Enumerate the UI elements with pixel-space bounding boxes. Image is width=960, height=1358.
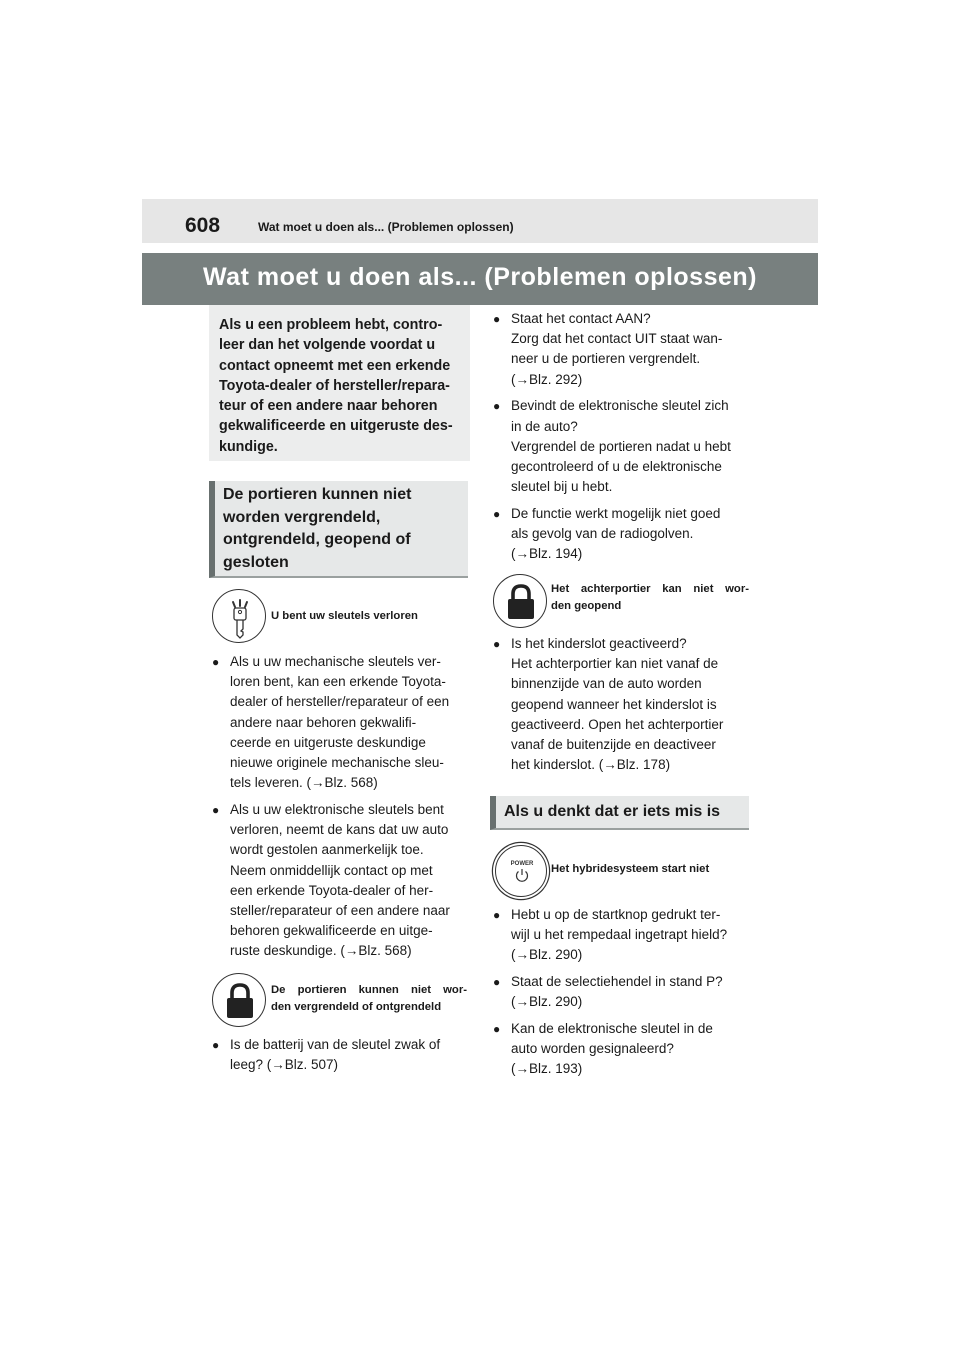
bullets-keys-lost [212,652,474,962]
section-title-something-wrong: Als u denkt dat er iets mis is [504,803,721,820]
key-icon [212,589,266,643]
running-title: Wat moet u doen als... (Problemen oplossen) [258,220,514,234]
list-item: ● Staat het contact AAN? Zorg dat het contact UIT staat wan- neer u de portieren vergrendelt. (→Blz. 292) [493,309,755,390]
lock-icon [212,973,266,1027]
list-item: ● Staat de selectiehendel in stand P? (→Blz. 290) [493,972,755,1012]
lock-icon [493,574,547,628]
caption-back-door: Het achterportier kan niet wor- den geopend [551,583,749,612]
intro-box [209,305,470,461]
caption-hybrid-no-start: Het hybridesysteem start niet [551,863,710,875]
section-title-doors: De portieren kunnen niet worden vergrendeld, ontgrendeld, geopend of gesloten [223,486,412,571]
intro-text: Als u een probleem hebt, contro- leer dan het volgende voordat u contact opneemt met een erkende Toyota-dealer of hersteller/repara- teur of een andere naar behoren gekwalificeerde en uitgeruste des- kundige. [219,317,453,455]
power-button-icon [495,845,547,897]
caption-keys-lost: U bent uw sleutels verloren [271,610,418,622]
list-item: ● Als u uw elektronische sleutels bent verloren, neemt de kans dat uw auto wordt gestolen aanmerkelijk toe. Neem onmiddellijk contact op met een erkende Toyota-dealer of her- steller/reparateur of een andere naar behoren gekwalificeerde en uitge- ruste deskundige. (→Blz. 568) [212,800,474,962]
section-header-doors [209,481,468,578]
list-item: ● Is het kinderslot geactiveerd? Het achterportier kan niet vanaf de binnenzijde van de auto worden geopend wanneer het kinderslot is geactiveerd. Open het achterportier vanaf de buitenzijde en deactiveer het kinderslot. (→Blz. 178) [493,634,755,775]
section-header-something-wrong [490,796,749,830]
list-item: ● Bevindt de elektronische sleutel zich in de auto? Vergrendel de portieren nadat u hebt gecontroleerd of u de elektronische sleutel bij u hebt. [493,396,755,497]
caption-doors-lock: De portieren kunnen niet wor- den vergrendeld of ontgrendeld [271,984,467,1013]
bullets-doors-lock-right [493,309,755,564]
list-item: ● Als u uw mechanische sleutels ver- loren bent, kan een erkende Toyota- dealer of hersteller/reparateur of een andere naar behoren gekwalifi- ceerde en uitgeruste deskundige nieuwe originele mechanische sleu- tels leveren. (→Blz. 568) [212,652,474,793]
list-item: ● Is de batterij van de sleutel zwak of leeg? (→Blz. 507) [212,1035,474,1075]
chapter-title: Wat moet u doen als... (Problemen oplossen) [203,263,757,291]
power-label: POWER [510,861,534,867]
bullets-hybrid-no-start [493,905,755,1080]
chapter-title-bar [142,253,818,305]
list-item: ● Kan de elektronische sleutel in de auto worden gesignaleerd? (→Blz. 193) [493,1019,755,1080]
bullets-back-door [493,634,755,775]
bullets-doors-lock-left [212,1035,474,1075]
page-number: 608 [185,214,221,237]
list-item: ● Hebt u op de startknop gedrukt ter- wijl u het rempedaal ingetrapt hield? (→Blz. 290) [493,905,755,966]
list-item: ● De functie werkt mogelijk niet goed als gevolg van de radiogolven. (→Blz. 194) [493,504,755,565]
